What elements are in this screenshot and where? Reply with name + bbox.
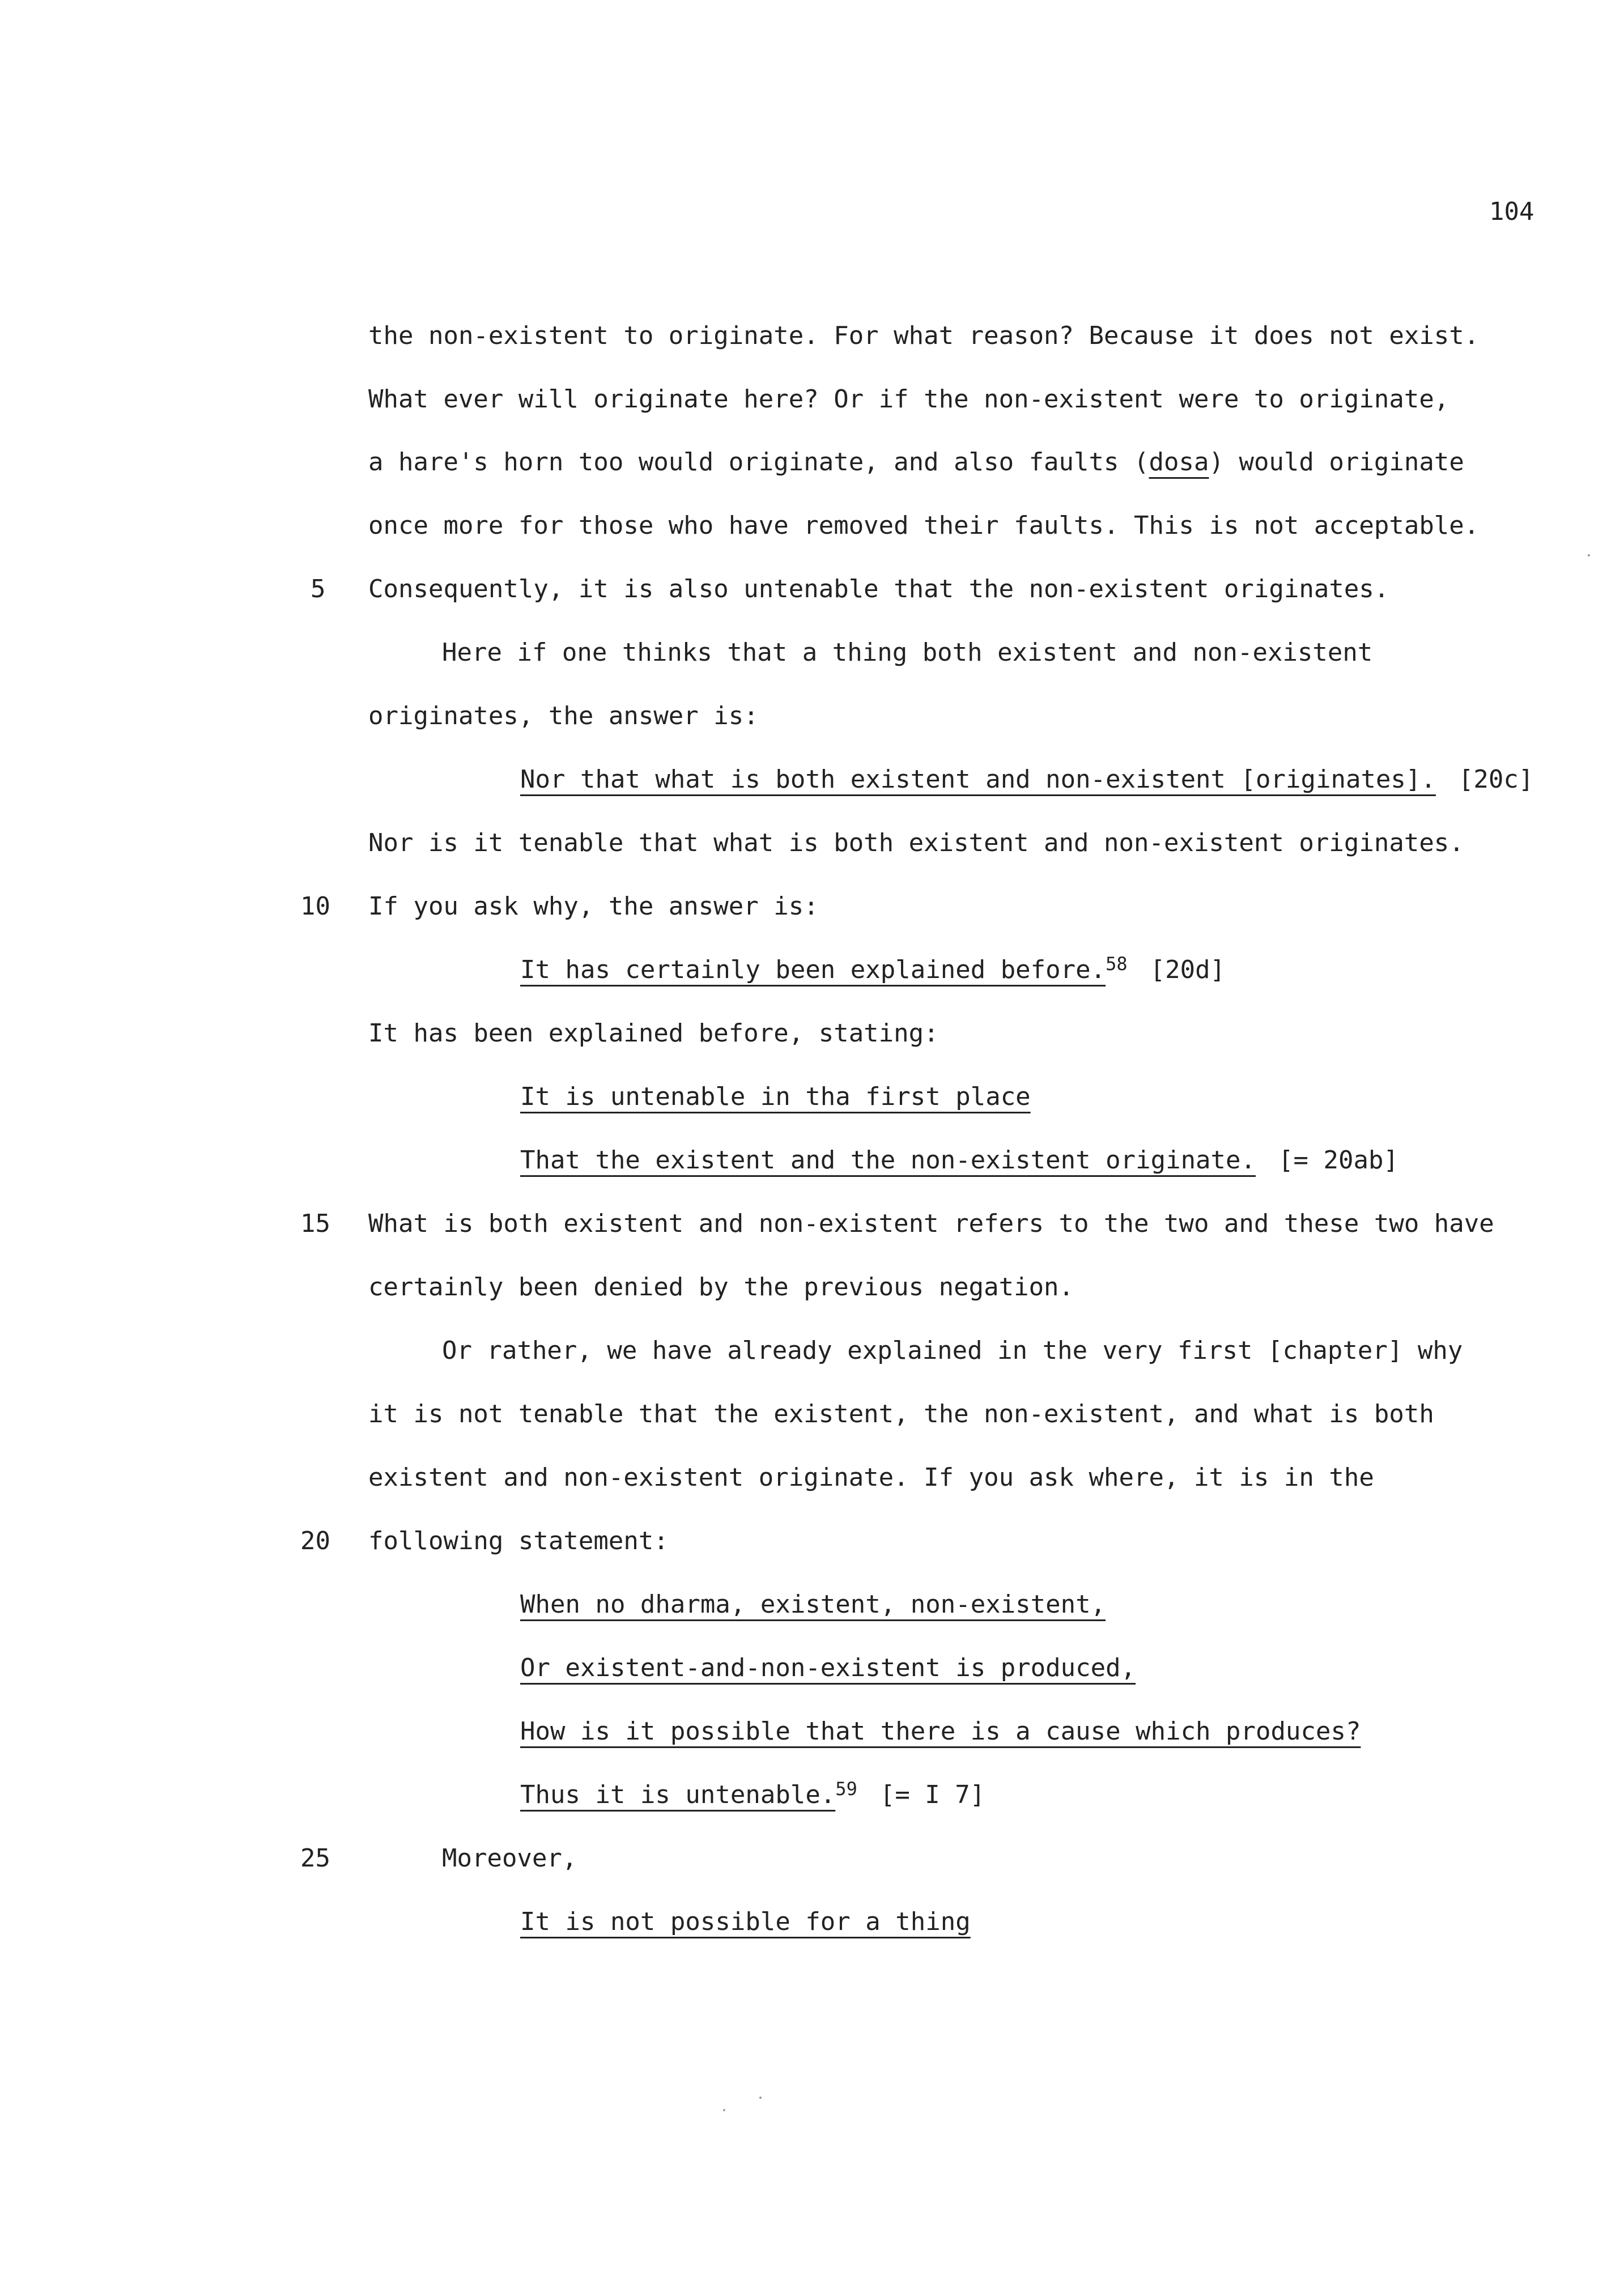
- text-line: originates, the answer is:: [368, 701, 759, 730]
- text-line: Nor is it tenable that what is both existent and non-existent originates.: [368, 828, 1464, 857]
- page-number: 104: [1489, 197, 1534, 226]
- verse-text: Nor that what is both existent and non-existent [originates].: [520, 765, 1436, 794]
- text-line: Here if one thinks that a thing both existent and non-existent: [442, 638, 1373, 667]
- verse-line: [520, 1651, 1136, 1685]
- verse-text: How is it possible that there is a cause which produces?: [520, 1717, 1361, 1746]
- text-line: Or rather, we have already explained in the very first [chapter] why: [442, 1336, 1463, 1365]
- verse-line: [520, 1080, 1031, 1114]
- verse-text: It is not possible for a thing: [520, 1907, 971, 1936]
- verse-reference: [= I 7]: [879, 1780, 985, 1809]
- verse-line: [520, 1588, 1106, 1622]
- text-line: it is not tenable that the existent, the non-existent, and what is both: [368, 1400, 1434, 1428]
- verse-line: [520, 1143, 1398, 1177]
- line-number: 15: [300, 1209, 330, 1238]
- verse-text: Thus it is untenable.: [520, 1780, 836, 1809]
- verse-line: [520, 763, 1533, 797]
- line-number: 20: [300, 1527, 330, 1555]
- text-line: What is both existent and non-existent refers to the two and these two have: [368, 1209, 1494, 1238]
- footnote-marker: 58: [1106, 953, 1128, 975]
- line-number: 5: [311, 575, 326, 603]
- scan-speck: [1588, 554, 1590, 556]
- verse-reference: [20d]: [1150, 955, 1226, 984]
- verse-line: [520, 1905, 971, 1939]
- text-line: It has been explained before, stating:: [368, 1019, 939, 1048]
- verse-reference: [20c]: [1458, 765, 1534, 794]
- text-line: the non-existent to originate. For what reason? Because it does not exist.: [368, 321, 1480, 350]
- text-line: certainly been denied by the previous negation.: [368, 1273, 1074, 1302]
- scan-speck: [759, 2097, 762, 2099]
- footnote-marker: 59: [835, 1778, 857, 1800]
- text-line: once more for those who have removed their faults. This is not acceptable.: [368, 511, 1480, 540]
- scan-speck: [723, 2109, 725, 2111]
- text-line: What ever will originate here? Or if the non-existent were to originate,: [368, 385, 1449, 414]
- text-line: If you ask why, the answer is:: [368, 892, 819, 921]
- text-line: [368, 445, 1464, 479]
- line-number: 10: [300, 892, 330, 921]
- text-fragment: a hare's horn too would originate, and also faults (: [368, 448, 1149, 477]
- verse-text: Or existent-and-non-existent is produced,: [520, 1653, 1136, 1682]
- text-line: Consequently, it is also untenable that the non-existent originates.: [368, 575, 1389, 603]
- text-line: following statement:: [368, 1527, 669, 1555]
- text-line: existent and non-existent originate. If you ask where, it is in the: [368, 1463, 1374, 1492]
- verse-text: It is untenable in tha first place: [520, 1082, 1031, 1111]
- verse-text: That the existent and the non-existent originate.: [520, 1146, 1256, 1175]
- verse-reference: [= 20ab]: [1278, 1146, 1398, 1175]
- sanskrit-term: dosa: [1149, 448, 1209, 477]
- text-fragment: ) would originate: [1209, 448, 1464, 477]
- text-line: Moreover,: [442, 1844, 577, 1873]
- verse-line: [520, 1778, 985, 1814]
- line-number: 25: [300, 1844, 330, 1873]
- verse-line: [520, 953, 1225, 989]
- verse-text: When no dharma, existent, non-existent,: [520, 1590, 1106, 1619]
- verse-text: It has certainly been explained before.: [520, 955, 1106, 984]
- verse-line: [520, 1715, 1361, 1749]
